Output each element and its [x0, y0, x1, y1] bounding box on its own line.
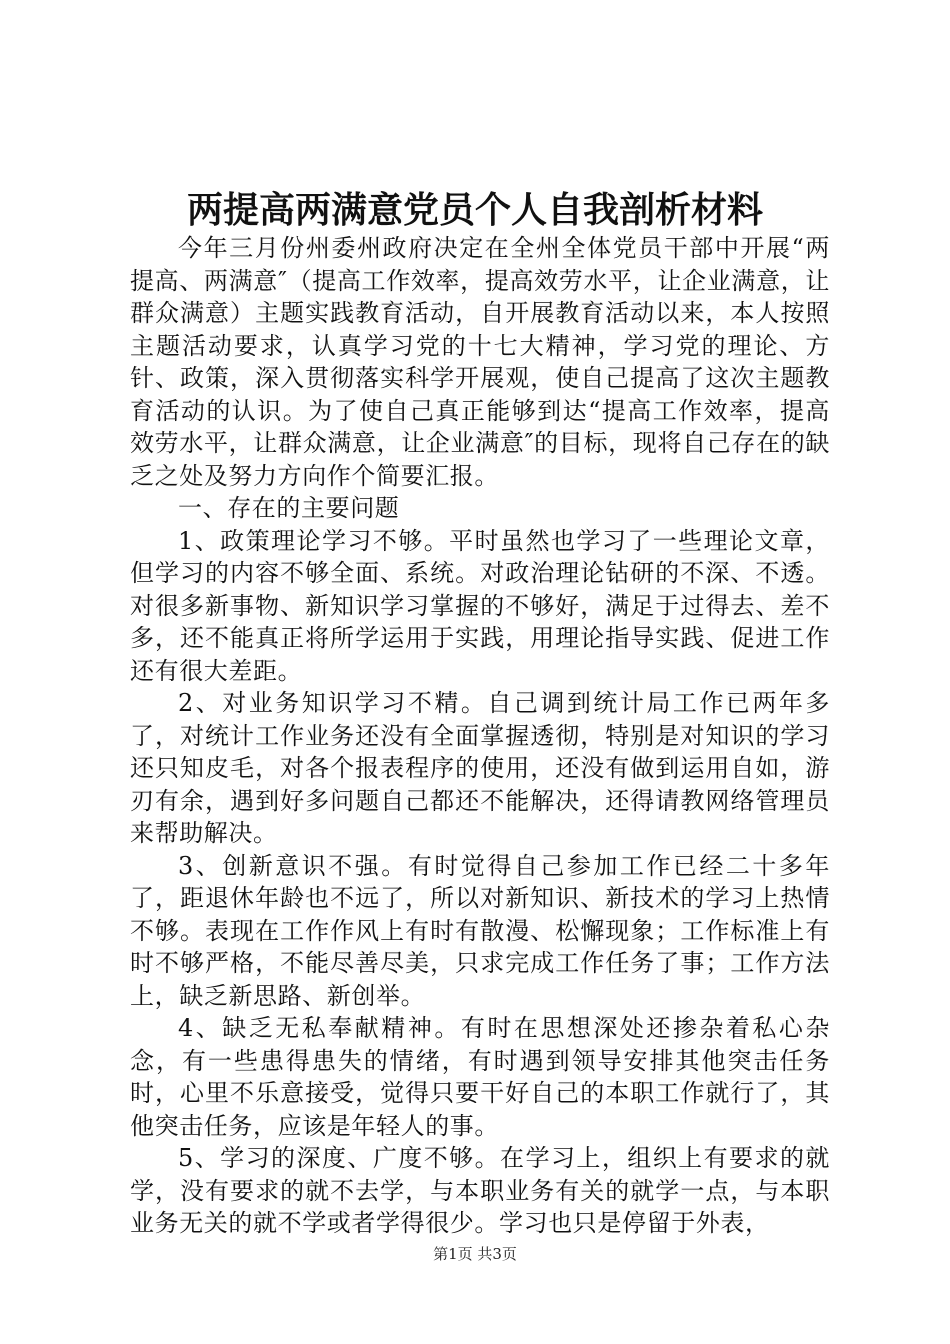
problem-paragraph-3: 3、创新意识不强。有时觉得自己参加工作已经二十多年了，距退休年龄也不远了，所以对新知识、新技术的学习上热情不够。表现在工作作风上有时有散漫、松懈现象；工作标准上有时不够严格，不能尽善尽美，只求完成工作任务了事；工作方法上，缺乏新思路、新创举。 [130, 851, 830, 1010]
problem-paragraph-1: 1、政策理论学习不够。平时虽然也学习了一些理论文章，但学习的内容不够全面、系统。对政治理论钻研的不深、不透。对很多新事物、新知识学习掌握的不够好，满足于过得去、差不多，还不能真正将所学运用于实践，用理论指导实践、促进工作还有很大差距。 [130, 526, 830, 685]
problem-paragraph-5: 5、学习的深度、广度不够。在学习上，组织上有要求的就学，没有要求的就不去学，与本职业务有关的就学一点，与本职业务无关的就不学或者学得很少。学习也只是停留于外表， [130, 1144, 830, 1237]
document-body [130, 232, 830, 1240]
problem-paragraph-2: 2、对业务知识学习不精。自己调到统计局工作已两年多了，对统计工作业务还没有全面掌握透彻，特别是对知识的学习还只知皮毛，对各个报表程序的使用，还没有做到运用自如，游刃有余，遇到好多问题自己都还不能解决，还得请教网络管理员来帮助解决。 [130, 689, 830, 847]
page-number-footer: 第1页 共3页 [433, 1245, 517, 1263]
intro-paragraph: 今年三月份州委州政府决定在全州全体党员干部中开展“两提高、两满意″（提高工作效率，提高效劳水平，让企业满意，让群众满意）主题实践教育活动，自开展教育活动以来，本人按照主题活动要求，认真学习党的十七大精神，学习党的理论、方针、政策，深入贯彻落实科学开展观，使自己提高了这次主题教育活动的认识。为了使自己真正能够到达“提高工作效率，提高效劳水平，让群众满意，让企业满意″的目标，现将自己存在的缺乏之处及努力方向作个简要汇报。 [130, 234, 830, 490]
problem-paragraph-4: 4、缺乏无私奉献精神。有时在思想深处还掺杂着私心杂念，有一些患得患失的情绪，有时遇到领导安排其他突击任务时，心里不乐意接受，觉得只要干好自己的本职工作就行了，其他突击任务，应该是年轻人的事。 [130, 1014, 830, 1140]
document-title: 两提高两满意党员个人自我剖析材料 [186, 189, 763, 231]
section-heading-problems: 一、存在的主要问题 [178, 494, 400, 522]
